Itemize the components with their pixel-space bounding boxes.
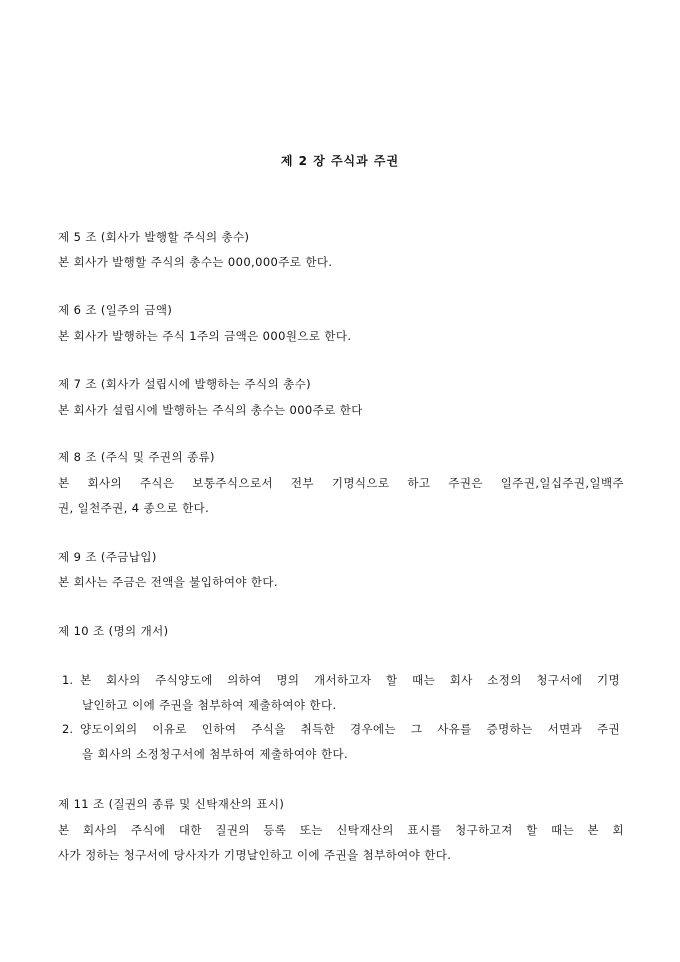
article-11-body-line-2: 사가 정하는 청구서에 당사자가 기명날인하고 이에 주권을 첨부하여야 한다.	[58, 848, 452, 862]
article-10-heading: 제 10 조 (명의 개서)	[58, 624, 169, 638]
article-8-body-line-1: 본 회사의 주식은 보통주식으로서 전부 기명식으로 하고 주권은 일주권,일십주권,일백주	[58, 476, 624, 490]
article-6-heading: 제 6 조 (일주의 금액)	[58, 303, 173, 317]
article-6-body: 본 회사가 발행하는 주식 1주의 금액은 000원으로 한다.	[58, 329, 352, 343]
chapter-title: 제 2 장 주식과 주권	[280, 154, 400, 168]
article-10-item-1-line-2: 날인하고 이에 주권을 첨부하여 제출하여야 한다.	[82, 698, 337, 712]
article-7-body: 본 회사가 설립시에 발행하는 주식의 총수는 000주로 한다	[58, 403, 363, 417]
article-10-item-2-line-1: 양도이외의 이유로 인하여 주식을 취득한 경우에는 그 사유를 증명하는 서면과 주권	[80, 722, 620, 736]
article-10-item-2-number: 2.	[62, 722, 73, 736]
article-5-heading: 제 5 조 (회사가 발행할 주식의 총수)	[58, 230, 250, 244]
article-8-body-line-2: 권, 일천주권, 4 종으로 한다.	[58, 501, 210, 515]
article-11-heading: 제 11 조 (질권의 종류 및 신탁재산의 표시)	[58, 797, 285, 811]
article-9-body: 본 회사는 주금은 전액을 불입하여야 한다.	[58, 575, 278, 589]
article-10-item-1-number: 1.	[62, 673, 73, 687]
article-5-body: 본 회사가 발행할 주식의 총수는 000,000주로 한다.	[58, 255, 333, 269]
article-8-heading: 제 8 조 (주식 및 주권의 종류)	[58, 450, 215, 464]
article-10-item-1-line-1: 본 회사의 주식양도에 의하여 명의 개서하고자 할 때는 회사 소정의 청구서에 기명	[80, 673, 620, 687]
article-11-body-line-1: 본 회사의 주식에 대한 질권의 등록 또는 신탁재산의 표시를 청구하고져 할 때는 본 회	[58, 823, 624, 837]
article-9-heading: 제 9 조 (주금납입)	[58, 550, 157, 564]
article-7-heading: 제 7 조 (회사가 설립시에 발행하는 주식의 총수)	[58, 377, 312, 391]
article-10-item-2-line-2: 을 회사의 소정청구서에 첨부하여 제출하여야 한다.	[82, 747, 349, 761]
